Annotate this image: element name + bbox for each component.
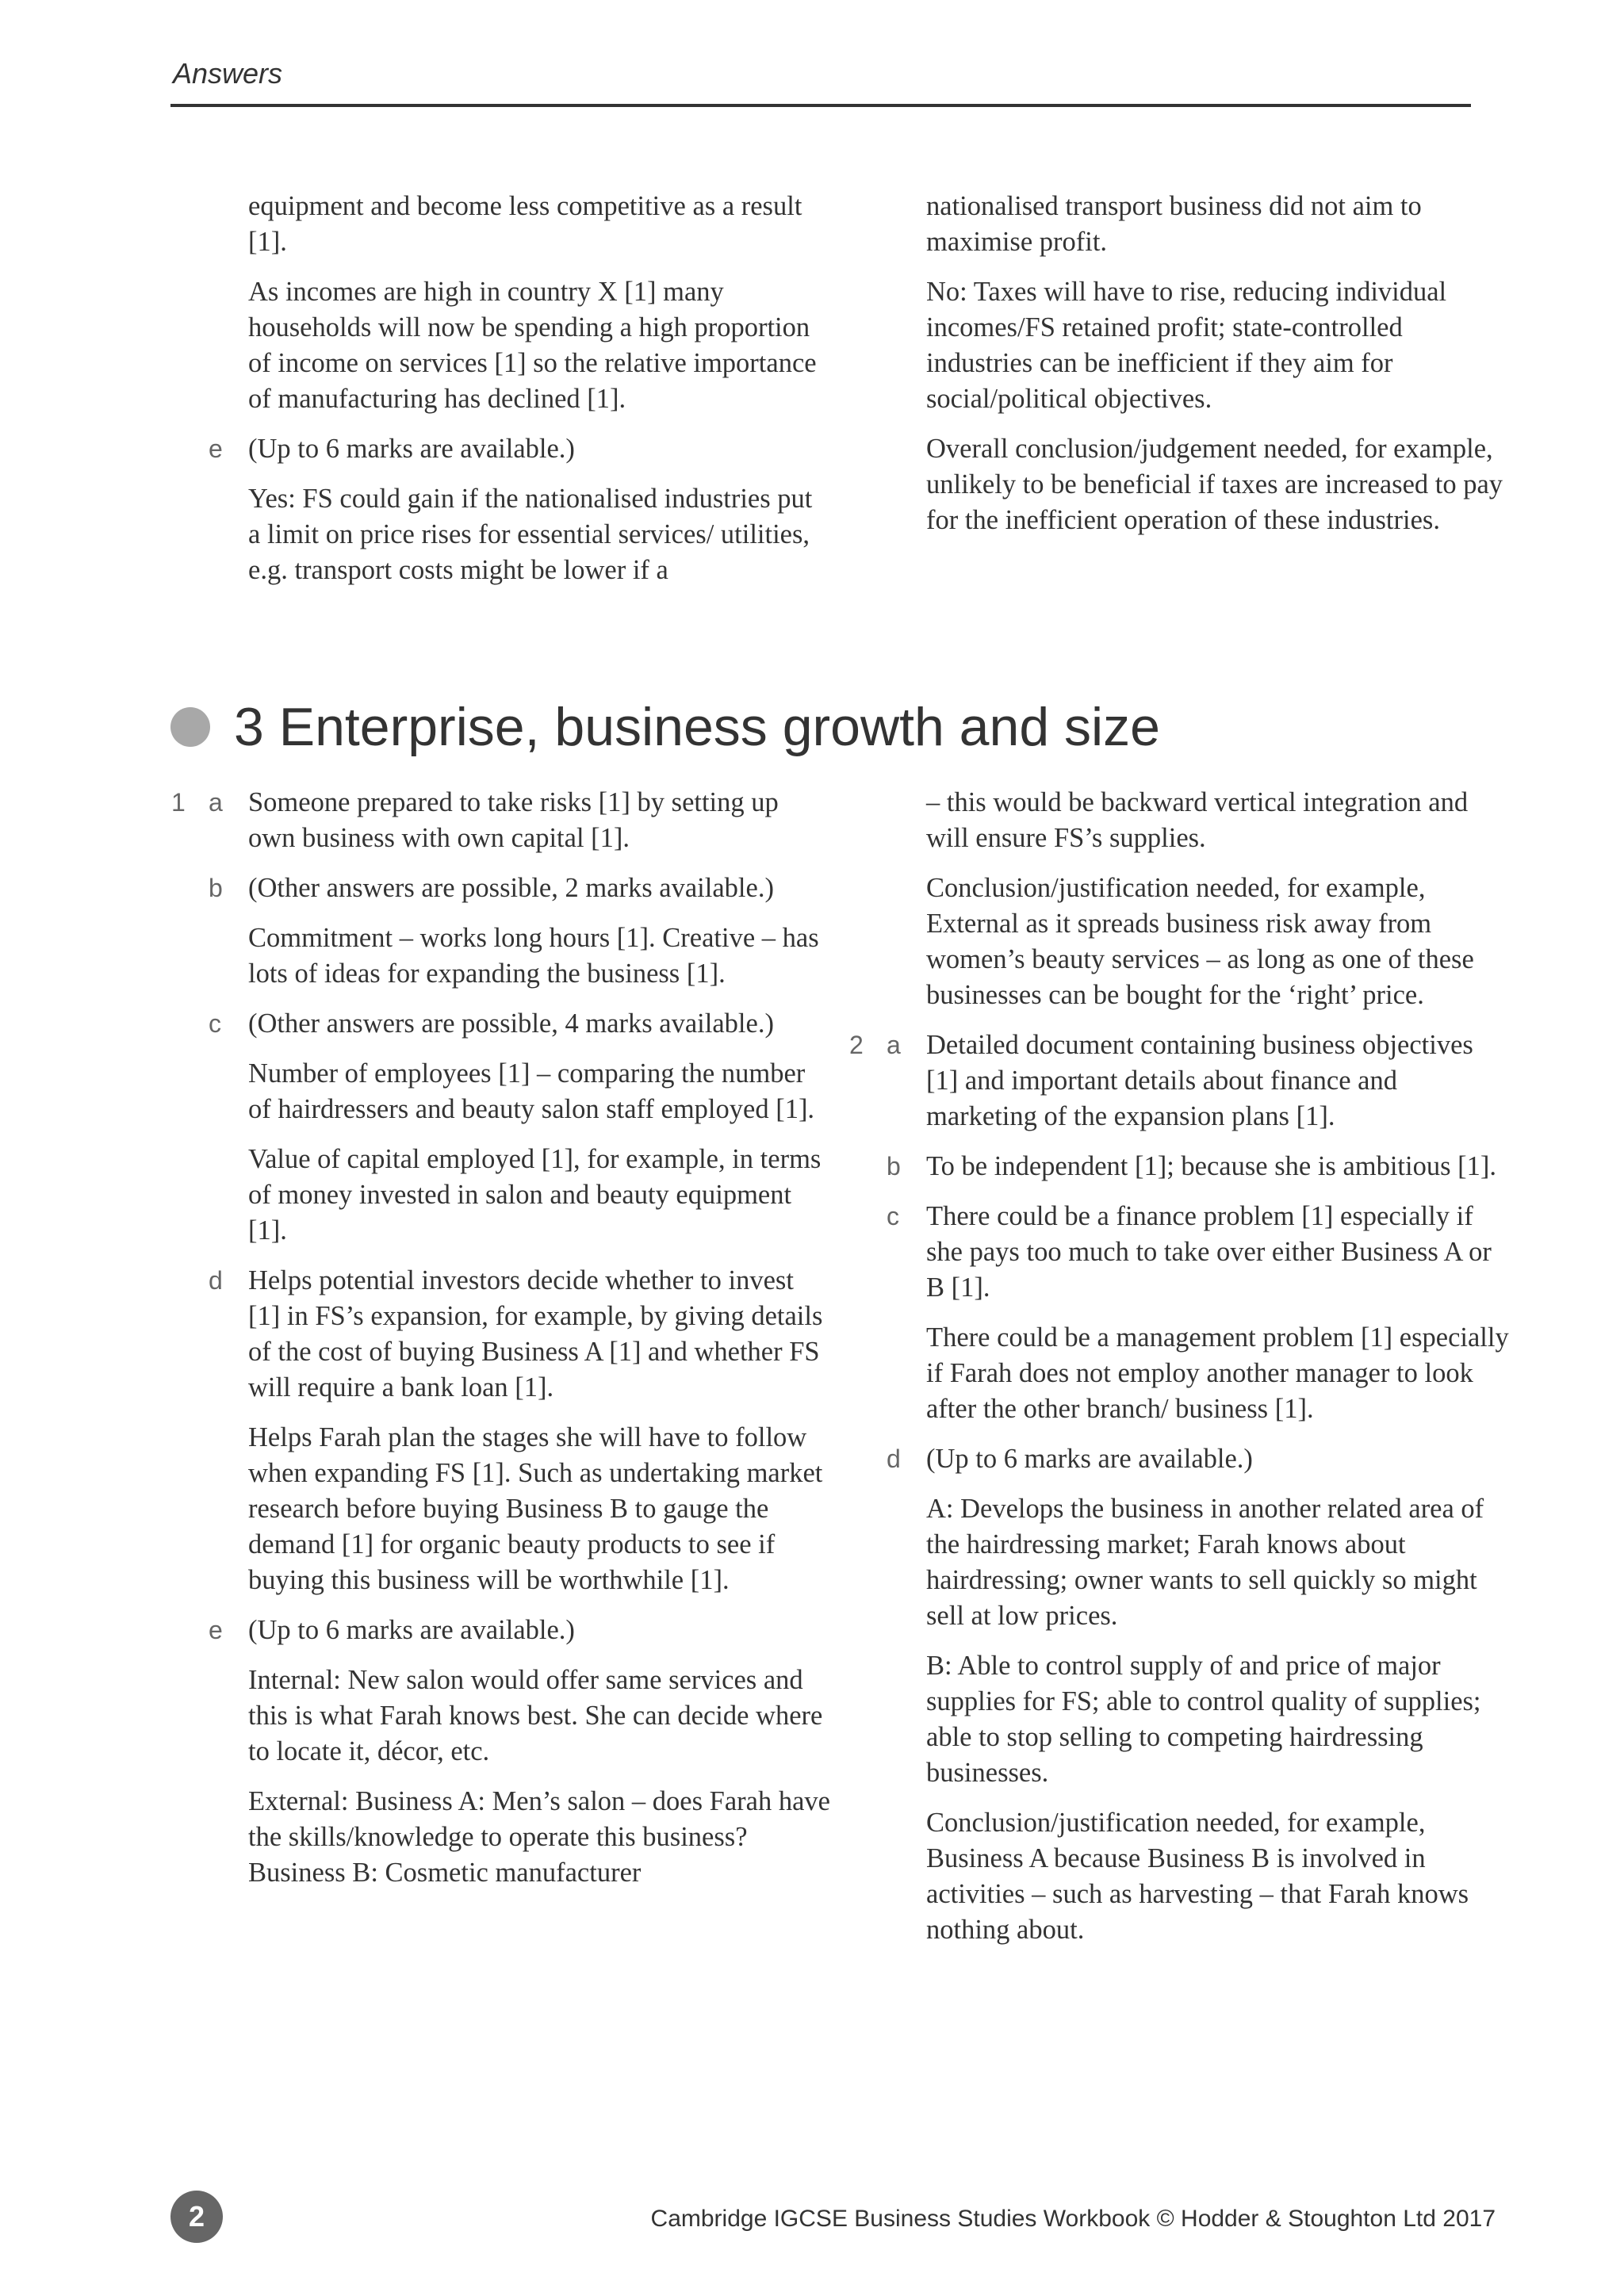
item-paragraph: Commitment – works long hours [1]. Creative – has lots of ideas for expanding the business [1]. [248,923,819,989]
question-number: 1 [171,788,186,817]
continued-paragraph: As incomes are high in country X [1] many households will now be spending a high proportion of income on services [1] so the relative importance of manufacturing has declined [1]. [248,277,817,414]
section-title: 3 Enterprise, business growth and size [234,697,1160,757]
item-paragraph: B: Able to control supply of and price of major supplies for FS; able to control quality of supplies; able to stop selling to competing hairdressing businesses. [926,1651,1481,1788]
item-intro: (Up to 6 marks are available.) [248,434,575,464]
item-paragraph: Helps Farah plan the stages she will have to follow when expanding FS [1]. Such as undertaking market research before buying Business B to gauge the demand [1] for organic beauty products to see if buying this business will be worthwhile [1]. [248,1422,823,1595]
q1-item-e [209,1613,831,1891]
item-paragraph: Helps potential investors decide whether to invest [1] in FS’s expansion, for example, by giving details of the cost of buying Business A [1] and whether FS will require a bank loan [1]. [248,1265,823,1402]
running-header: Answers [173,57,283,90]
item-label: b [209,874,223,902]
q1-left-column [171,785,831,1905]
q2-right-column [849,785,1509,1962]
item-intro: (Other answers are possible, 4 marks available.) [248,1008,774,1039]
section-heading [170,691,1160,763]
item-label: b [887,1152,901,1181]
q2-item-d [887,1441,1509,1948]
item-paragraph: Conclusion/justification needed, for example, External as it spreads business risk away from women’s beauty services – as long as one of these businesses can be bought for the ‘right’ price. [926,873,1474,1010]
item-label: d [887,1445,901,1473]
item-paragraph: Conclusion/justification needed, for example, Business A because Business B is involved in activities – such as harvesting – that Farah knows nothing about. [926,1808,1469,1945]
q2-item-c [887,1199,1509,1427]
continued-paragraph: No: Taxes will have to rise, reducing individual incomes/FS retained profit; state-controlled industries can be inefficient if they aim for social/political objectives. [926,277,1447,414]
q2-item-a [849,1027,1509,1135]
continued-paragraph: nationalised transport business did not aim to maximise profit. [926,191,1422,257]
item-paragraph: Value of capital employed [1], for example, in terms of money invested in salon and beauty equipment [1]. [248,1144,822,1246]
item-paragraph: A: Develops the business in another related area of the hairdressing market; Farah knows about hairdressing; owner wants to sell quickly so might sell at low prices. [926,1494,1484,1631]
item-paragraph: Someone prepared to take risks [1] by setting up own business with own capital [1]. [248,787,779,853]
item-paragraph: Internal: New salon would offer same services and this is what Farah knows best. She can decide where to locate it, décor, etc. [248,1665,823,1766]
item-label: c [209,1009,221,1038]
item-paragraph: Detailed document containing business objectives [1] and important details about finance and marketing of the expansion plans [1]. [926,1030,1473,1131]
item-paragraph: Number of employees [1] – comparing the number of hairdressers and beauty salon staff employed [1]. [248,1058,815,1124]
header-divider [170,104,1471,107]
item-label: e [209,434,223,463]
item-paragraph: – this would be backward vertical integration and will ensure FS’s supplies. [926,787,1469,853]
item-paragraph: To be independent [1]; because she is ambitious [1]. [926,1151,1497,1181]
q1-item-b [209,871,831,992]
item-intro: (Up to 6 marks are available.) [926,1444,1253,1474]
item-label: c [887,1202,899,1230]
section-bullet-icon [170,707,210,747]
continued-paragraph: equipment and become less competitive as a result [1]. [248,191,802,257]
item-label: a [887,1031,901,1059]
continued-paragraph: Overall conclusion/judgement needed, for example, unlikely to be beneficial if taxes are increased to pay for the inefficient operation of these industries. [926,434,1503,535]
item-label: e [209,1616,223,1644]
continued-left-column [209,189,831,603]
q1-item-d [209,1263,831,1598]
footer-credit: Cambridge IGCSE Business Studies Workbook © Hodder & Stoughton Ltd 2017 [650,2206,1496,2232]
item-paragraph: External: Business A: Men’s salon – does Farah have the skills/knowledge to operate this business? Business B: Cosmetic manufacturer [248,1786,830,1888]
item-e [209,431,831,588]
item-label: d [209,1266,223,1295]
item-intro: (Other answers are possible, 2 marks available.) [248,873,774,903]
item-paragraph: There could be a management problem [1] especially if Farah does not employ another manager to look after the other branch/ business [1]. [926,1322,1509,1424]
question-number: 2 [849,1031,864,1059]
item-label: a [209,788,223,817]
item-paragraph: Yes: FS could gain if the nationalised industries put a limit on price rises for essential services/ utilities, e.g. transport costs might be lower if a [248,484,813,585]
item-intro: (Up to 6 marks are available.) [248,1615,575,1645]
continued-right-column [926,189,1509,553]
item-paragraph: There could be a finance problem [1] especially if she pays too much to take over either Business A or B [1]. [926,1201,1492,1303]
q1-item-c [209,1006,831,1249]
page-number: 2 [170,2191,223,2243]
q1-item-a [171,785,831,856]
q2-item-b [887,1149,1509,1184]
